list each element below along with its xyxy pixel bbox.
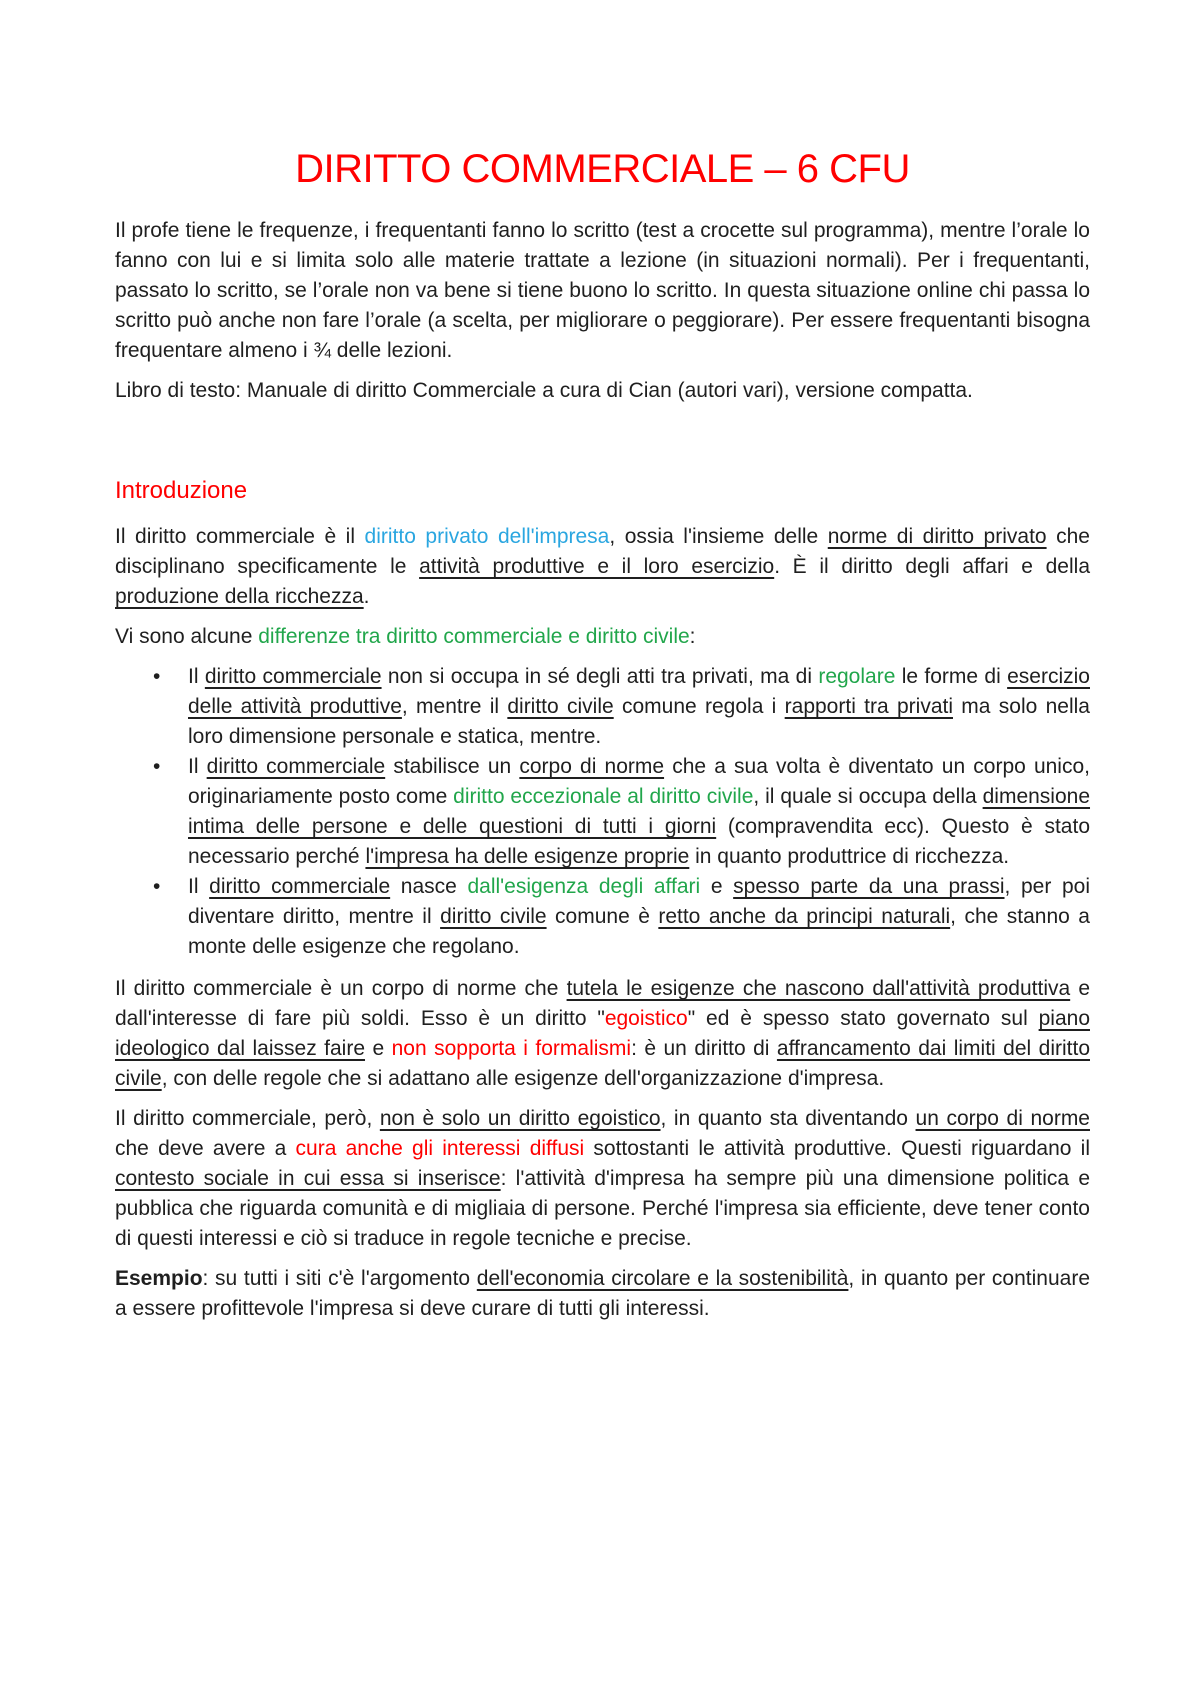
intro-paragraph: Il profe tiene le frequenze, i frequentanti fanno lo scritto (test a crocette sul programma), mentre l’orale lo fanno con lui e si limita solo alle materie trattate a lezione (in situazioni normali). Per i frequentanti, passato lo scritto, se l’orale non va bene si tiene buono lo scritto. In questa situazione online chi passa lo scritto può anche non fare l’orale (a scelta, per migliorare o peggiorare). Per essere frequentanti bisogna frequentare almeno i ¾ delle lezioni. <box>115 219 1090 362</box>
differences-paragraph: Vi sono alcune differenze tra diritto commerciale e diritto civile: <box>115 625 696 648</box>
page-title: DIRITTO COMMERCIALE – 6 CFU <box>295 147 910 191</box>
list-item: • Il diritto commerciale stabilisce un corpo di norme che a sua volta è diventato un corpo unico, originariamente posto come diritto eccezionale al diritto civile, il quale si occupa della dimensione intima delle persone e delle questioni di tutti i giorni (compravendita ecc). Questo è stato necessario perché l'impresa ha delle esigenze proprie in quanto produttrice di ricchezza. <box>115 752 1090 872</box>
bullet-icon: • <box>153 755 161 778</box>
document-body <box>115 142 1090 1334</box>
example-paragraph: Esempio: su tutti i siti c'è l'argomento dell'economia circolare e la sostenibilità, in quanto per continuare a essere profittevole l'impresa si deve curare di tutti gli interessi. <box>115 1267 1091 1320</box>
textbook-paragraph: Libro di testo: Manuale di diritto Commerciale a cura di Cian (autori vari), versione compatta. <box>115 379 973 402</box>
list-item: • Il diritto commerciale non si occupa in sé degli atti tra privati, ma di regolare le forme di esercizio delle attività produttive, mentre il diritto civile comune regola i rapporti tra privati ma solo nella loro dimensione personale e statica, mentre. <box>115 662 1090 752</box>
body-paragraph-egoistic: Il diritto commerciale è un corpo di norme che tutela le esigenze che nascono dall'attività produttiva e dall'interesse di fare più soldi. Esso è un diritto "egoistico" ed è spesso stato governato sul piano ideologico dal laissez faire e non sopporta i formalismi: è un diritto di affrancamento dai limiti del diritto civile, con delle regole che si adattano alle esigenze dell'organizzazione d'impresa. <box>115 977 1091 1090</box>
bullet-icon: • <box>153 875 161 898</box>
definition-paragraph: Il diritto commerciale è il diritto privato dell'impresa, ossia l'insieme delle norme di diritto privato che disciplinano specificamente le attività produttive e il loro esercizio. È il diritto degli affari e della produzione della ricchezza. <box>115 525 1090 608</box>
bullet-icon: • <box>153 665 161 688</box>
section-heading: Introduzione <box>115 477 248 504</box>
body-paragraph-diffuse-interests: Il diritto commerciale, però, non è solo un diritto egoistico, in quanto sta diventando un corpo di norme che deve avere a cura anche gli interessi diffusi sottostanti le attività produttive. Questi riguardano il contesto sociale in cui essa si inserisce: l'attività d'impresa ha sempre più una dimensione politica e pubblica che riguarda comunità e di migliaia di persone. Perché l'impresa sia efficiente, deve tener conto di questi interessi e ciò si traduce in regole tecniche e precise. <box>115 1107 1090 1250</box>
list-item: • Il diritto commerciale nasce dall'esigenza degli affari e spesso parte da una prassi, per poi diventare diritto, mentre il diritto civile comune è retto anche da principi naturali, che stanno a monte delle esigenze che regolano. <box>115 872 1090 962</box>
differences-list <box>115 662 1090 962</box>
